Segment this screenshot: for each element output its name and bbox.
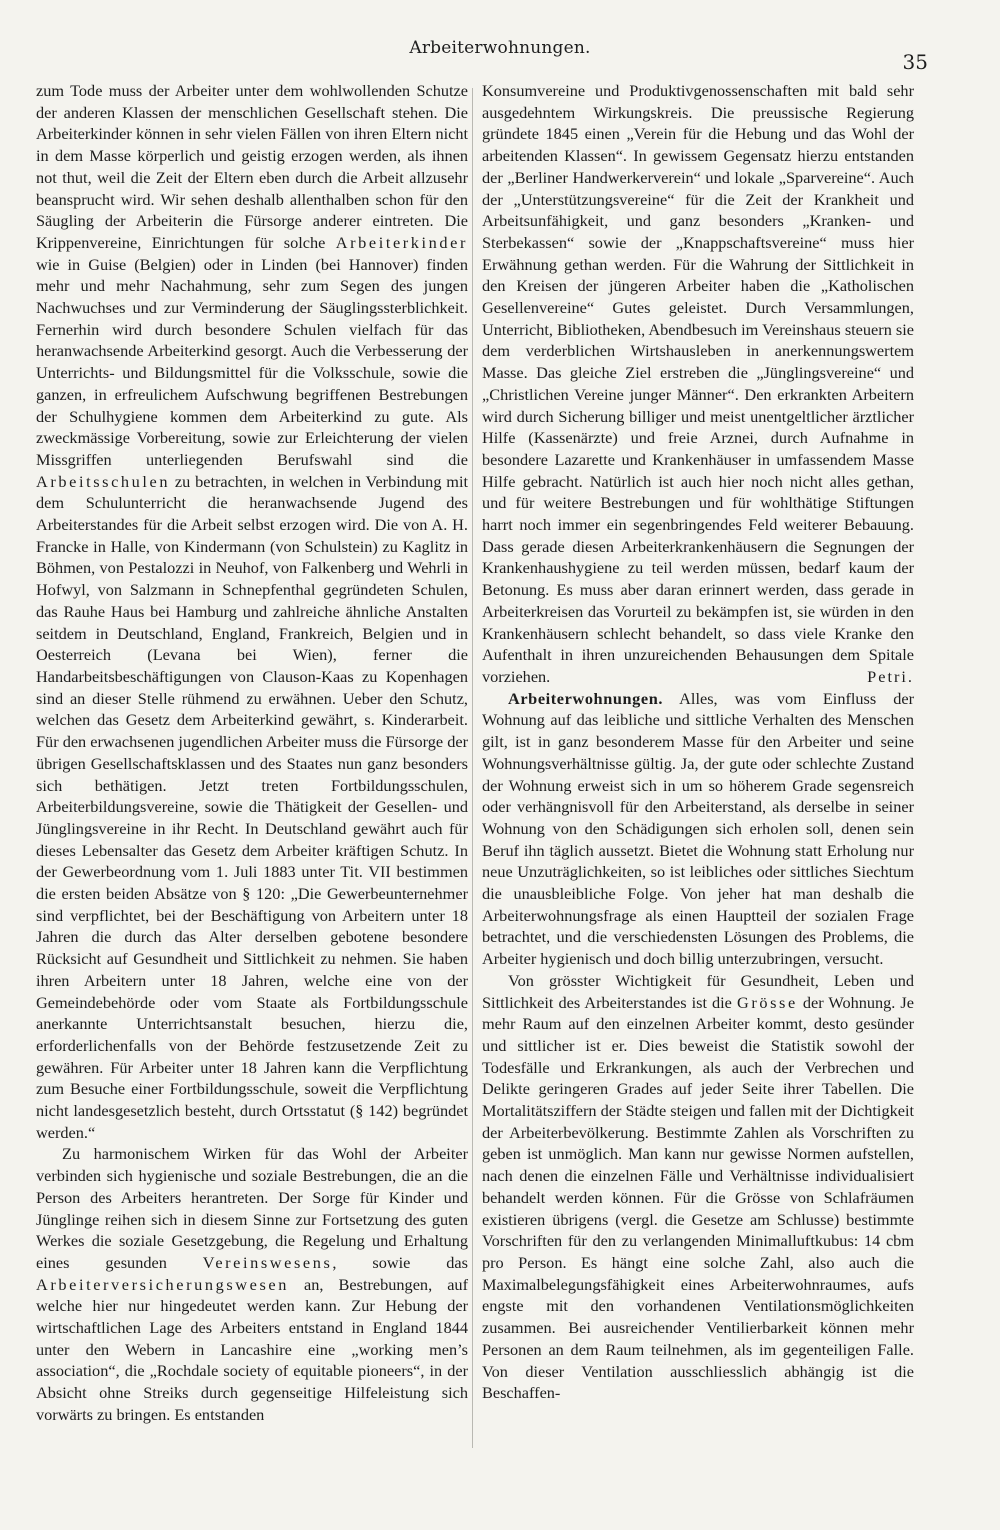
spaced-term: Grösse	[736, 992, 798, 1012]
paragraph-text: der Wohnung. Je mehr Raum auf den einzelnen Arbeiter kommt, desto gesünder und sittlicher ist er. Dies beweist die Statistik sowohl der Todesfälle und Erkrankungen, als auch der Verbrechen und Delikte geringeren Grades auf jeder Seite ihrer Tabellen. Die Mortalitätsziffern der Städte steigen und fallen mit der Dichtigkeit der Arbeiterbevölkerung. Bestimmte Zahlen als Vorschriften zu geben ist unmöglich. Man kann nur gewisse Normen aufstellen, nach denen die einzelnen Fälle und Verhältnisse individualisiert behandelt werden können. Für die Grösse von Schlafräumen existieren übrigens (vergl. die Gesetze am Schlusse) bestimmte Vorschriften für den zu verlangenden Minimalluftkubus: 14 cbm pro Person. Es hängt eine solche Zahl, also auch die Maximalbelegungsfähigkeit eines Arbeiterwohnraumes, aufs engste mit den vorhandenen Ventilationsmöglichkeiten zusammen. Bei ausreichender Ventilierbarkeit können mehr Personen an dem Raum teilnehmen, als im gegenteiligen Falle. Von dieser Ventilation ausschliesslich abhängig ist die Beschaffen-	[482, 992, 914, 1403]
paragraph-text: an, Bestrebungen, auf welche hier nur hingedeutet werden kann. Zur Hebung der wirtschaftlichen Lage des Arbeiters entstand in England 1844 unter den Webern in Lancashire eine „working men’s association“, die „Rochdale society of equitable pioneers“, in der Absicht ohne Streiks durch gegenseitige Hilfeleistung sich vorwärts zu bringen. Es entstanden	[36, 1274, 468, 1424]
paragraph-text: Zu harmonischem Wirken für das Wohl der Arbeiter verbinden sich hygienische und soziale Bestrebungen, die an die Person des Arbeiters herantreten. Der Sorge für Kinder und Jünglinge reihen sich in diesem Sinne zur Fortsetzung des guten Werkes die soziale Gesetzgebung, die Regelung und Erhaltung eines gesunden	[36, 1144, 468, 1272]
paragraph-workers-children	[36, 80, 468, 1143]
paragraph-article-start	[482, 688, 914, 970]
paragraph-text: zu betrachten, in welchen in Verbindung mit dem Schulunterricht die heranwachsende Jugend des Arbeiterstandes für die Arbeit selbst erzogen wird. Die von A. H. Francke in Halle, von Kindermann (von Schulstein) zu Kaglitz in Böhmen, von Pestalozzi in Neuhof, von Falkenberg und Wehrli in Hofwyl, von Salzmann in Schnepfenthal gegründeten Schulen, das Rauhe Haus bei Hamburg und zahlreiche ähnliche Anstalten seitdem in Deutschland, England, Frankreich, Belgien und in Oesterreich (Levana bei Wien), ferner die Handarbeitsbeschäftigungen von Clauson-Kaas zu Kopenhagen sind an dieser Stelle rühmend zu erwähnen. Ueber den Schutz, welchen das Gesetz dem Arbeiterkind gewährt, s. Kinderarbeit. Für den erwachsenen jugendlichen Arbeiter muss die Fürsorge der übrigen Gesellschaftsklassen und des Staates nun ganz besonders sich bethätigen. Jetzt treten Fortbildungsschulen, Arbeiterbildungsvereine, sowie die Thätigkeit der Gesellen- und Jünglingsvereine in ihr Recht. In Deutschland gewährt auch für dieses Lebensalter das Gesetz dem Arbeiter kräftigen Schutz. In der Gewerbeordnung vom 1. Juli 1883 unter Tit. VII bestimmen die ersten beiden Absätze von § 120: „Die Gewerbeunternehmer sind verpflichtet, bei der Beschäftigung von Arbeitern unter 18 Jahren die durch das Alter derselben gebotene besondere Rücksicht auf Gesundheit und Sittlichkeit zu nehmen. Sie haben ihren Arbeitern unter 18 Jahren, welche eine von der Gemeindebehörde oder vom Staate als Fortbildungsschule anerkannte Unterrichtsanstalt besuchen, hierzu die, erforderlichenfalls von der Behörde festzusetzende Zeit zu gewähren. Für Arbeiter unter 18 Jahren kann die Verpflichtung zum Besuche einer Fortbildungsschule, soweit die Verpflichtung nicht landesgesetzlich besteht, durch Ortsstatut (§ 142) begründet werden.“	[36, 471, 468, 1142]
paragraph-text: zum Tode muss der Arbeiter unter dem wohlwollenden Schutze der anderen Klassen der menschlichen Gesellschaft stehen. Die Arbeiterkinder können in sehr vielen Fällen von ihren Eltern nicht in dem Masse körperlich und geistig erzogen werden, als ihnen not thut, weil die Zeit der Eltern eben durch die Arbeit allzusehr beansprucht wird. Wir sehen deshalb allenthalben schon für den Säugling der Arbeiterin die Fürsorge anderer eintreten. Die Krippenvereine, Einrichtungen für solche	[36, 81, 468, 252]
author-signature: Petri.	[867, 667, 914, 686]
column-divider	[472, 88, 473, 1448]
paragraph-text: , sowie das	[332, 1252, 468, 1272]
article-heading: Arbeiterwohnungen.	[508, 688, 664, 708]
spaced-term: Arbeiterversicherungswesen	[36, 1274, 289, 1294]
page-number: 35	[902, 50, 928, 74]
paragraph-text: Alles, was vom Einfluss der Wohnung auf das leibliche und sittliche Verhalten des Menschen gilt, ist in ganz besonderem Masse für den Arbeiter und seine Wohnungsverhältnisse gültig. Ja, der gute oder schlechte Zustand der Wohnung erweist sich in um so höherem Grade segensreich oder verhängnisvoll für den Arbeiterstand, als derselbe in seiner Wohnung von den Schädigungen sich erholen soll, denen sein Beruf ihn täglich aussetzt. Bietet die Wohnung statt Erholung nur neue Unzuträglichkeiten, so ist leibliches oder sittliches Siechtum die unausbleibliche Folge. Von jeher hat man deshalb die Arbeiterwohnungsfrage als einen Hauptteil der sozialen Frage betrachtet, und die verschiedensten Lösungen des Problems, die Arbeiter hygienisch und doch billig unterzubringen, versucht.	[482, 688, 914, 969]
paragraph-text: Von grösster Wichtigkeit für Gesundheit, Leben und Sittlichkeit des Arbeiterstandes ist die	[482, 970, 914, 1012]
spaced-term: Arbeitsschulen	[36, 471, 171, 491]
paragraph-dwelling-size	[482, 970, 914, 1404]
paragraph-social-efforts	[36, 1143, 468, 1425]
page-header	[0, 38, 1000, 74]
paragraph-associations	[482, 80, 914, 688]
right-column	[482, 80, 914, 1404]
paragraph-text: wie in Guise (Belgien) oder in Linden (bei Hannover) finden mehr und mehr Nachahmung, sehr zum Segen des jungen Nachwuchses und zur Verminderung der Säuglingssterblichkeit. Fernerhin wird durch besondere Schulen vielfach für das heranwachsende Arbeiterkind gesorgt. Auch die Verbesserung der Unterrichts- und Bildungsmittel für die Volksschule, sowie die ganzen, in erfreulichem Aufschwung begriffenen Bestrebungen der Schulhygiene kommen dem Arbeiterkind zu gute. Als zweckmässige Vorbereitung, sowie zur Erleichterung der vielen Missgriffen unterliegenden Berufswahl sind die	[36, 254, 468, 469]
running-title: Arbeiterwohnungen.	[409, 38, 591, 58]
left-column	[36, 80, 468, 1426]
paragraph-text: Konsumvereine und Produktivgenossenschaften mit bald sehr ausgedehntem Wirkungskreis. Die preussische Regierung gründete 1845 einen „Verein für die Hebung und das Wohl der arbeitenden Klassen“. In gewissem Gegensatz hierzu entstanden der „Berliner Handwerkerverein“ und lokale „Sparvereine“. Auch der „Unterstützungsvereine“ für die Zeit der Krankheit und Arbeitsunfähigkeit, und ganz besonders „Kranken- und Sterbekassen“ sowie der „Knappschaftsvereine“ muss hier Erwähnung gethan werden. Für die Wahrung der Sittlichkeit in den Kreisen der jüngeren Arbeiter haben die „Katholischen Gesellenvereine“ Gutes geleistet. Durch Versammlungen, Unterricht, Bibliotheken, Abendbesuch im Vereinshaus steuern sie dem verderblichen Wirtshausleben in anerkennungswertem Masse. Das gleiche Ziel erstreben die „Jünglingsvereine“ und „Christlichen Vereine junger Männer“. Den erkrankten Arbeitern wird durch Sicherung billiger und meist unentgeltlicher ärztlicher Hilfe (Kassenärzte) und freie Arznei, durch Aufnahme in besondere Lazarette und Krankenhäuser in umfassendem Masse Hilfe gebracht. Natürlich ist auch hier noch nicht alles gethan, und für weitere Bestrebungen und für wohlthätige Stiftungen harrt noch immer ein segenbringendes Feld weiterer Bebauung. Dass gerade diesen Arbeiterkrankenhäusern die Segnungen der Krankenhaushygiene zu teil werden müssen, bedarf kaum der Betonung. Es muss aber daran erinnert werden, dass gerade in Arbeiterkreisen das Vorurteil zu bekämpfen ist, sie würden in den Krankenhäusern schlecht behandelt, so dass viele Kranke den Aufenthalt in ihren unzureichenden Behausungen dem Spitale vorziehen.	[482, 81, 914, 686]
spaced-term: Vereinswesens	[202, 1252, 333, 1272]
spaced-term: Arbeiterkinder	[335, 232, 468, 252]
